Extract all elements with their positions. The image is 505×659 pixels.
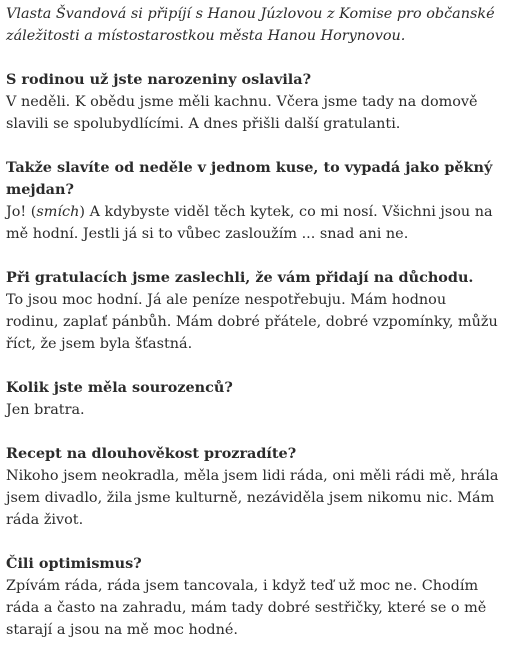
interview-question: Takže slavíte od neděle v jednom kuse, to vypadá jako pěkný mejdan?	[6, 159, 493, 198]
interview-question: Recept na dlouhověkost prozradíte?	[6, 445, 297, 462]
answer-emphasis: smích	[36, 204, 80, 220]
interview-answer	[6, 201, 499, 245]
qa-block	[6, 69, 499, 135]
interview-answer: V neděli. K obědu jsme měli kachnu. Včera jsme tady na domově slavili se spolubydlícími. A dnes přišli další gratulanti.	[6, 94, 478, 132]
answer-text-end: ) A kdybyste viděl těch kytek, co mi nosí. Všichni jsou na mě hodní. Jestli já si to vůbec zasloužím ... snad ani ne.	[6, 204, 493, 242]
interview-question: Kolik jste měla sourozenců?	[6, 379, 233, 396]
interview-question: Při gratulacích jsme zaslechli, že vám přidají na důchodu.	[6, 269, 474, 286]
interview-answer: To jsou moc hodní. Já ale peníze nespotřebuju. Mám hodnou rodinu, zaplať pánbůh. Mám dobré přátele, dobré vzpomínky, můžu říct, že jsem byla šťastná.	[6, 292, 498, 352]
qa-block	[6, 377, 499, 421]
answer-text-start: Jo! (	[6, 204, 37, 220]
photo-caption: Vlasta Švandová si připíjí s Hanou Júzlovou z Komise pro občanské záležitosti a místostarostkou města Hanou Horynovou.	[6, 6, 495, 44]
interview-answer: Zpívám ráda, ráda jsem tancovala, i když teď už moc ne. Chodím ráda a často na zahradu, mám tady dobré sestřičky, které se o mě starají a jsou na mě moc hodné.	[6, 578, 487, 638]
qa-block	[6, 267, 499, 355]
qa-block	[6, 553, 499, 641]
qa-block	[6, 443, 499, 531]
qa-block	[6, 157, 499, 245]
interview-question: Čili optimismus?	[6, 555, 142, 572]
interview-question: S rodinou už jste narozeniny oslavila?	[6, 71, 312, 88]
interview-answer: Jen bratra.	[6, 402, 85, 418]
interview-answer: Nikoho jsem neokradla, měla jsem lidi ráda, oni měli rádi mě, hrála jsem divadlo, žila jsme kulturně, nezáviděla jsem nikomu nic. Mám ráda život.	[6, 468, 499, 528]
